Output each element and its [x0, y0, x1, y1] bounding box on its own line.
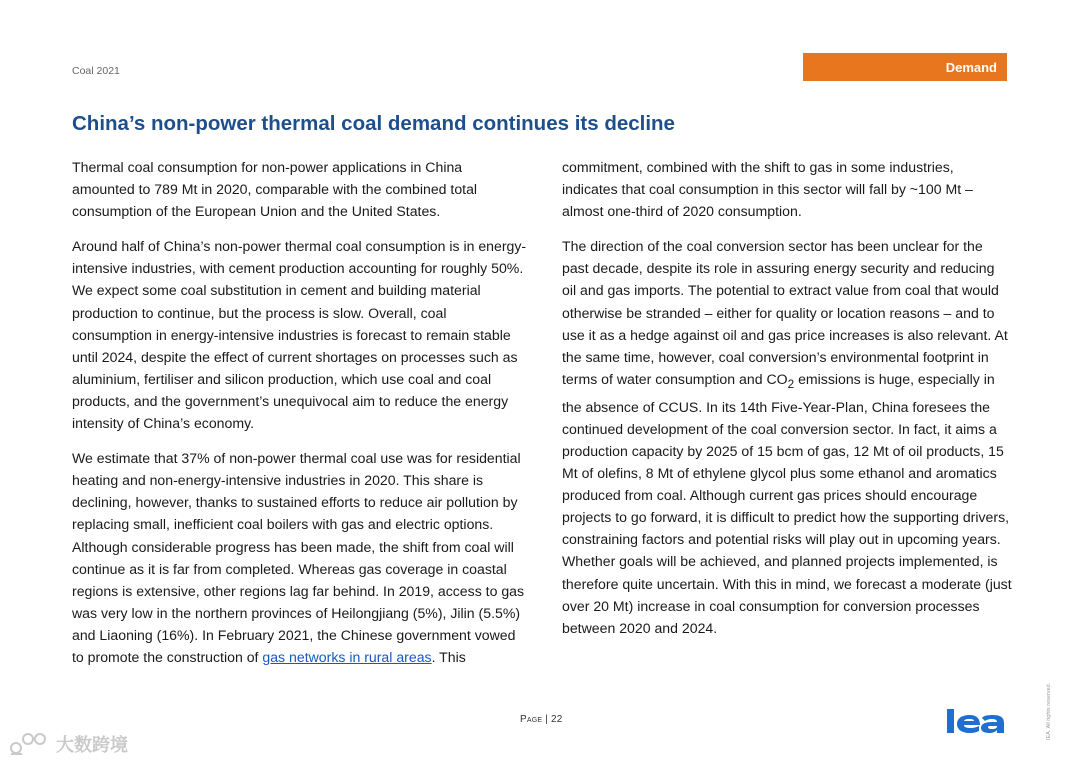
page-title: China’s non-power thermal coal demand continues its decline [72, 112, 675, 135]
watermark-text: 大数跨境 [56, 735, 128, 755]
page-number [520, 714, 563, 725]
report-label: Coal 2021 [72, 65, 120, 77]
watermark-logo-icon [8, 732, 52, 756]
paragraph-text: emissions is huge, especially in the absence of CCUS. In its 14th Five-Year-Plan, China foresees the continued development of the coal conversion sector. In fact, it aims a production capacity by 2025 of 15 bcm of gas, 12 Mt of oil products, 15 Mt of olefins, 8 Mt of ethylene glycol plus some ethanol and aromatics produced from coal. Although current gas prices should encourage projects to go forward, it is difficult to predict how the supporting drivers, constraining factors and potential risks will play out in upcoming years. Whether goals will be achieved, and planned projects implemented, is therefore quite uncertain. With this in mind, we forecast a moderate (just over 20 Mt) increase in coal consumption for conversion processes between 2020 and 2024. [562, 370, 1012, 636]
subscript: 2 [787, 377, 795, 391]
left-column [72, 156, 527, 681]
paragraph-text: We estimate that 37% of non-power thermal coal use was for residential heating and non-energy-intensive industries in 2020. This share is declining, however, thanks to sustained efforts to reduce air pollution by replacing small, inefficient coal boilers with gas and electric options. Although considerable progress has been made, the shift from coal will continue as it is far from completed. Whereas gas coverage in coastal regions is extensive, other regions lag far behind. In 2019, access to gas was very low in the northern provinces of Heilongjiang (5%), Jilin (5.5%) and Liaoning (16%). In February 2021, the Chinese government vowed to promote the construction of [72, 450, 525, 665]
paragraph-text: . This [431, 648, 466, 665]
paragraph: Around half of China’s non-power thermal coal consumption is in energy-intensive industries, with cement production accounting for roughly 50%. We expect some coal substitution in cement and building material production to continue, but the process is slow. Overall, coal consumption in energy-intensive industries is forecast to remain stable until 2024, despite the effect of current shortages on processes such as aluminium, fertiliser and silicon production, which use coal and coal products, and the government’s unequivocal aim to reduce the energy intensity of China’s economy. [72, 238, 527, 432]
iea-logo-icon [946, 705, 1008, 735]
paragraph [562, 235, 1012, 639]
right-column [562, 156, 1012, 652]
paragraph: Thermal coal consumption for non-power applications in China amounted to 789 Mt in 2020, comparable with the combined total consumption of the European Union and the United States. [72, 159, 478, 220]
paragraph: commitment, combined with the shift to gas in some industries, indicates that coal consumption in this sector will fall by ~100 Mt – almost one-third of 2020 consumption. [562, 159, 973, 220]
page-separator: | [542, 714, 552, 725]
paragraph-text: The direction of the coal conversion sector has been unclear for the past decade, despite its role in assuring energy security and reducing oil and gas imports. The potential to extract value from coal that would otherwise be stranded – either for quality or location reasons – and to use it as a hedge against oil and gas price increases is also relevant. At the same time, however, coal conversion’s environmental footprint in terms of water consumption and CO [562, 238, 1008, 387]
rights-text: IEA. All rights reserved. [1046, 682, 1052, 740]
watermark [8, 731, 128, 757]
page-word: Page [520, 714, 543, 725]
gas-networks-link[interactable]: gas networks in rural areas [262, 648, 432, 665]
paragraph [72, 447, 527, 668]
section-tab[interactable]: Demand [803, 53, 1007, 81]
page-number-value: 22 [551, 714, 563, 725]
